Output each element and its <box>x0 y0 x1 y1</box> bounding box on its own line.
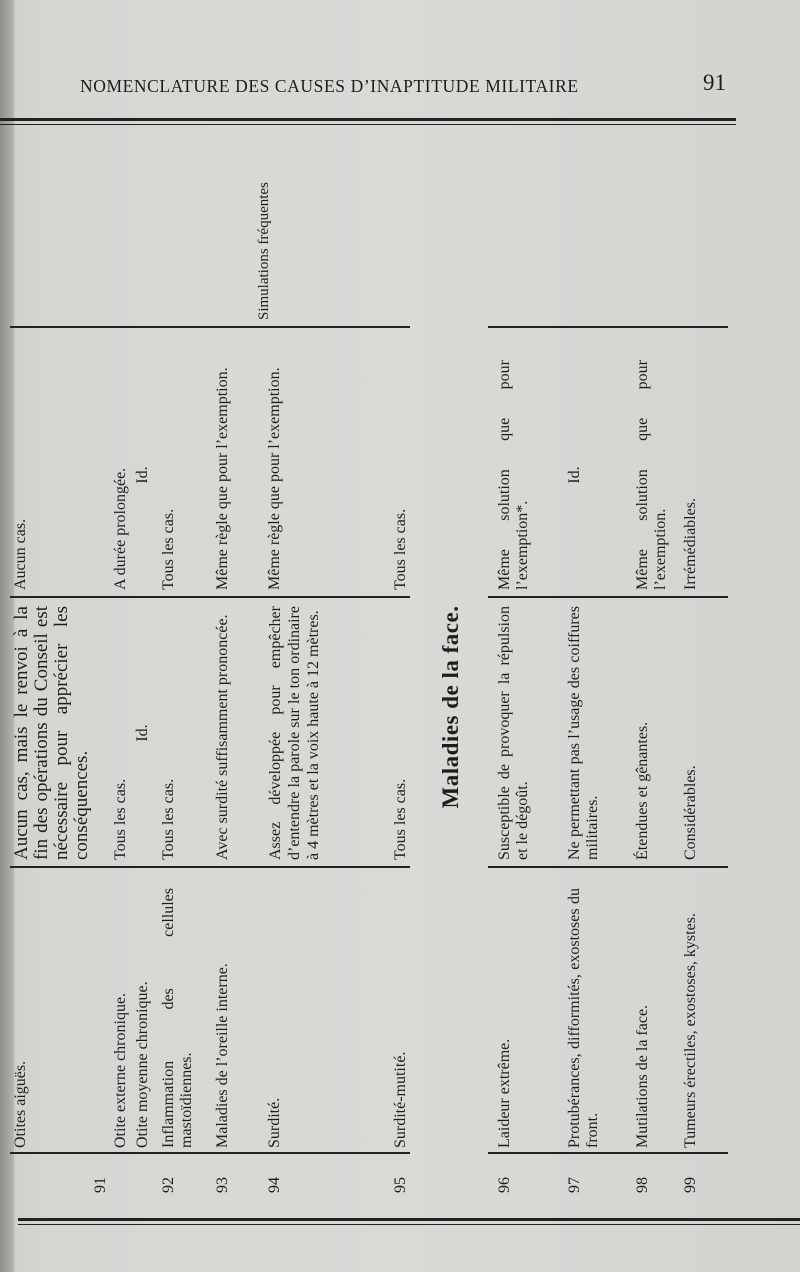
row-number: 96 <box>496 1177 513 1193</box>
decision-cell: Même règle que pour l’exemption. <box>214 367 231 590</box>
affection-cell: Tumeurs érectiles, exostoses, kystes. <box>682 913 699 1148</box>
row-number: 91 <box>92 1177 109 1193</box>
degree-cell: Aucun cas, mais le renvoi à la fin des opérations du Conseil est nécessaire pour apprécier les conséquences. <box>11 606 92 860</box>
affection-cell: Mutilations de la face. <box>634 1004 651 1148</box>
degree-cell: Susceptible de provoquer la répulsion et le dégoût. <box>496 606 531 860</box>
decision-cell: Tous les cas. <box>392 508 409 590</box>
row-number: 97 <box>566 1177 583 1193</box>
decision-cell: Aucun cas. <box>12 518 29 590</box>
decision-cell: Même solution que pour l’exemption*. <box>496 360 531 590</box>
column-divider <box>488 597 728 599</box>
degree-cell: Tous les cas. <box>392 778 409 860</box>
row-number: 99 <box>682 1177 699 1193</box>
column-divider <box>10 867 410 869</box>
running-title: NOMENCLATURE DES CAUSES D’INAPTITUDE MILITAIRE <box>80 76 579 96</box>
affection-cell: Otite moyenne chronique. <box>134 981 151 1148</box>
rotated-table <box>0 182 740 1272</box>
page-number: 91 <box>703 70 726 95</box>
affection-cell: Inflammation des cellules mastoïdiennes. <box>160 888 195 1148</box>
decision-cell: Id. <box>566 466 583 484</box>
column-divider <box>10 597 410 599</box>
row-number: 93 <box>214 1177 231 1193</box>
decision-cell: Irrémédiables. <box>682 498 699 590</box>
section-heading: Maladies de la face. <box>438 605 463 809</box>
page-header <box>80 70 740 104</box>
affection-cell: Otites aiguës. <box>12 1060 29 1148</box>
column-divider <box>488 327 728 329</box>
affection-cell: Surdité. <box>266 1097 283 1148</box>
row-number: 98 <box>634 1177 651 1193</box>
column-divider <box>10 327 410 329</box>
degree-cell: Avec surdité suffisamment prononcée. <box>214 614 231 860</box>
column-divider <box>488 867 728 869</box>
affection-cell: Otite externe chronique. <box>112 992 129 1148</box>
row-number: 94 <box>266 1177 283 1193</box>
degree-cell: Ne permettant pas l’usage des coiffures militaires. <box>566 606 601 860</box>
observation-cell: Simulations fréquentes <box>256 182 272 320</box>
degree-cell: Tous les cas. <box>112 778 129 860</box>
decision-cell: Tous les cas. <box>160 508 177 590</box>
degree-cell: Assez développée pour empêcher d’entendre la parole sur le ton ordinaire à 4 mètres et la voix haute à 12 mètres. <box>267 606 322 860</box>
row-number: 92 <box>160 1177 177 1193</box>
degree-cell: Tous les cas. <box>160 778 177 860</box>
decision-cell: Id. <box>134 466 151 484</box>
affection-cell: Laideur extrême. <box>496 1038 513 1148</box>
degree-cell: Considérables. <box>682 765 699 860</box>
degree-cell: Id. <box>134 724 151 742</box>
affection-cell: Surdité-mutité. <box>392 1051 409 1148</box>
column-divider <box>10 1153 410 1155</box>
affection-cell: Protubérances, difformités, exostoses du front. <box>566 888 601 1148</box>
decision-cell: A durée prolongée. <box>112 467 129 590</box>
header-rule <box>0 118 736 121</box>
row-number: 95 <box>392 1177 409 1193</box>
degree-cell: Étendues et gênantes. <box>634 721 651 860</box>
affection-cell: Maladies de l’oreille interne. <box>214 963 231 1148</box>
decision-cell: Même règle que pour l’exemption. <box>266 367 283 590</box>
header-rule-thin <box>0 124 736 125</box>
decision-cell: Même solution que pour l’exemption. <box>634 360 669 590</box>
